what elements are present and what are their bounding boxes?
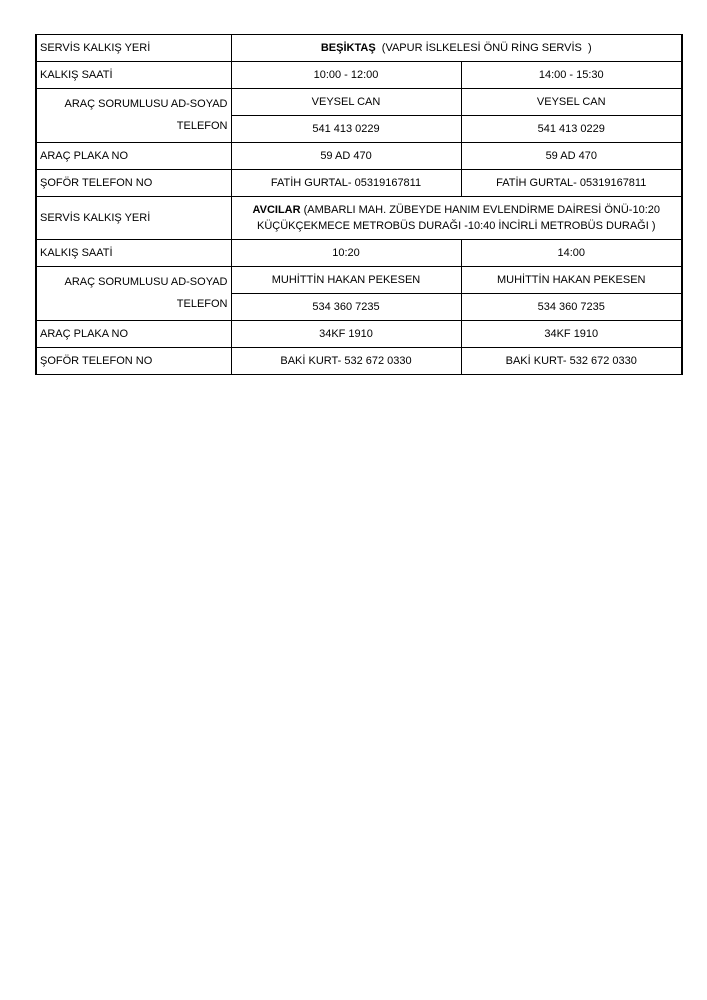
block2-responsible-label <box>36 267 231 321</box>
block1-departure-place-detail: (VAPUR İSLKELESİ ÖNÜ RİNG SERVİS ) <box>375 41 592 54</box>
block2-departure-row <box>36 197 682 240</box>
block2-responsible-label-name: ARAÇ SORUMLUSU AD-SOYAD <box>64 276 228 288</box>
block1-responsible-name-1: VEYSEL CAN <box>231 89 461 116</box>
block1-driver-label: ŞOFÖR TELEFON NO <box>36 170 231 197</box>
block1-plate-1: 59 AD 470 <box>231 143 461 170</box>
block1-responsible-name-2: VEYSEL CAN <box>461 89 682 116</box>
block1-driver-row <box>36 170 682 197</box>
block2-responsible-name-1: MUHİTTİN HAKAN PEKESEN <box>231 267 461 294</box>
block1-departure-row <box>36 35 682 62</box>
block1-responsible-label-phone: TELEFON <box>176 120 228 132</box>
block1-departure-label: SERVİS KALKIŞ YERİ <box>36 35 231 62</box>
block2-plate-1: 34KF 1910 <box>231 321 461 348</box>
block1-time-1: 10:00 - 12:00 <box>231 62 461 89</box>
block1-plate-2: 59 AD 470 <box>461 143 682 170</box>
block2-time-1: 10:20 <box>231 240 461 267</box>
block1-departure-place <box>231 35 682 62</box>
block2-responsible-phone-1: 534 360 7235 <box>231 294 461 321</box>
block2-plate-2: 34KF 1910 <box>461 321 682 348</box>
block1-driver-1: FATİH GURTAL- 05319167811 <box>231 170 461 197</box>
block2-departure-place-bold: AVCILAR <box>252 204 301 216</box>
block1-responsible-label-name: ARAÇ SORUMLUSU AD-SOYAD <box>64 98 228 110</box>
block1-driver-2: FATİH GURTAL- 05319167811 <box>461 170 682 197</box>
block2-responsible-name-2: MUHİTTİN HAKAN PEKESEN <box>461 267 682 294</box>
block2-time-row <box>36 240 682 267</box>
block1-time-label: KALKIŞ SAATİ <box>36 62 231 89</box>
block2-plate-row <box>36 321 682 348</box>
block2-responsible-phone-2: 534 360 7235 <box>461 294 682 321</box>
block2-departure-place <box>231 197 682 240</box>
block1-time-2: 14:00 - 15:30 <box>461 62 682 89</box>
block2-driver-row <box>36 348 682 375</box>
block2-driver-1: BAKİ KURT- 532 672 0330 <box>231 348 461 375</box>
shuttle-service-table <box>35 34 683 375</box>
block1-responsible-phone-2: 541 413 0229 <box>461 116 682 143</box>
block2-departure-label: SERVİS KALKIŞ YERİ <box>36 197 231 240</box>
block1-responsible-label <box>36 89 231 143</box>
block2-driver-label: ŞOFÖR TELEFON NO <box>36 348 231 375</box>
block1-departure-place-bold: BEŞİKTAŞ <box>320 41 376 54</box>
block1-responsible-phone-1: 541 413 0229 <box>231 116 461 143</box>
block2-departure-place-detail: (AMBARLI MAH. ZÜBEYDE HANIM EVLENDİRME DAİRESİ ÖNÜ-10:20 KÜÇÜKÇEKMECE METROBÜS DURAĞI -10:40 İNCİRLİ METROBÜS DURAĞI ) <box>257 204 660 232</box>
block2-responsible-name-row <box>36 267 682 294</box>
block2-plate-label: ARAÇ PLAKA NO <box>36 321 231 348</box>
block2-time-2: 14:00 <box>461 240 682 267</box>
block1-plate-row <box>36 143 682 170</box>
block2-responsible-label-phone: TELEFON <box>176 298 228 310</box>
block1-plate-label: ARAÇ PLAKA NO <box>36 143 231 170</box>
block1-time-row <box>36 62 682 89</box>
block2-driver-2: BAKİ KURT- 532 672 0330 <box>461 348 682 375</box>
block2-time-label: KALKIŞ SAATİ <box>36 240 231 267</box>
block1-responsible-name-row <box>36 89 682 116</box>
